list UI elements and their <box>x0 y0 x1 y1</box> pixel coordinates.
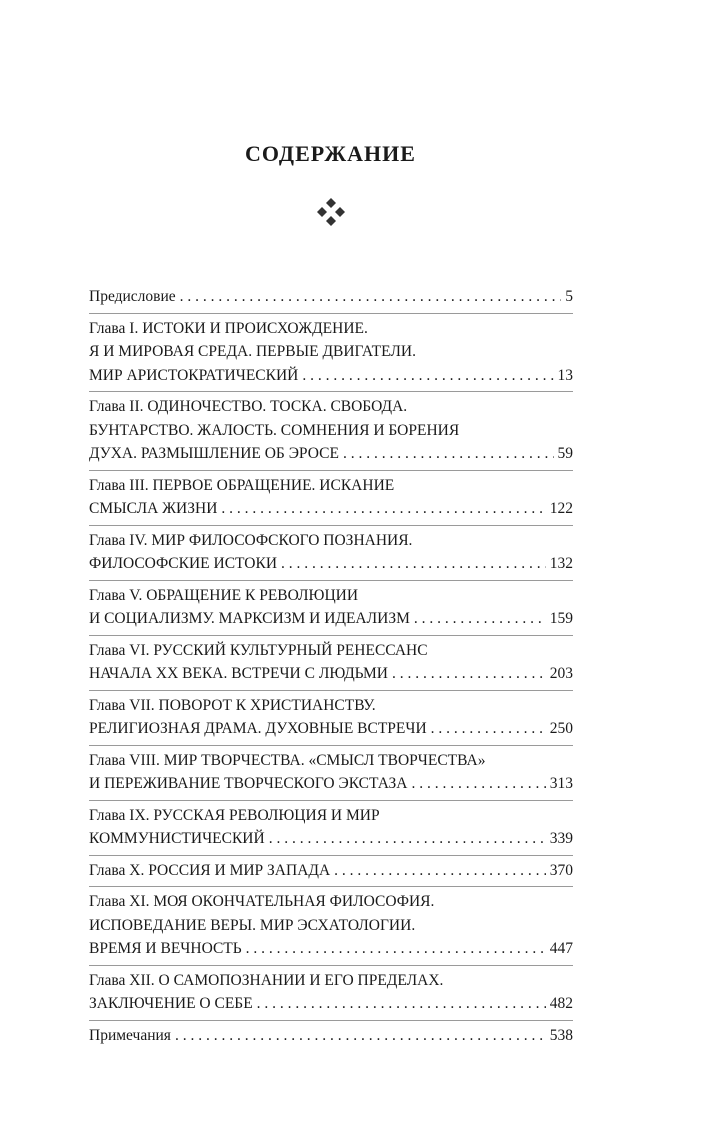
toc-page-number: 13 <box>557 366 573 384</box>
dot-leader <box>334 859 546 883</box>
toc-entry-title-line: Глава II. ОДИНОЧЕСТВО. ТОСКА. СВОБОДА. <box>89 398 408 415</box>
toc-page-number: 250 <box>549 720 573 737</box>
toc-entry-title-line: Глава IV. МИР ФИЛОСОФСКОГО ПОЗНАНИЯ. <box>89 531 413 549</box>
toc-entry[interactable] <box>89 965 573 1020</box>
fleuron-diamond-top <box>326 198 336 208</box>
toc-entry-title-line: ВРЕМЯ И ВЕЧНОСТЬ <box>89 940 242 957</box>
toc-entry-title-line: ЗАКЛЮЧЕНИЕ О СЕБЕ <box>89 995 253 1012</box>
toc-entry-last-line <box>89 497 573 521</box>
fleuron-diamond-bottom <box>326 216 336 226</box>
toc-page-number: 132 <box>549 555 573 572</box>
toc-entry-last-line <box>89 827 573 851</box>
dot-leader <box>257 992 546 1016</box>
toc-entry[interactable] <box>89 282 573 313</box>
toc-entry-title-line: Глава III. ПЕРВОЕ ОБРАЩЕНИЕ. ИСКАНИЕ <box>89 476 395 494</box>
dot-leader <box>221 497 545 521</box>
fleuron-ornament-icon <box>316 197 346 227</box>
dot-leader <box>269 827 546 851</box>
toc-entry-title-line: МИР АРИСТОКРАТИЧЕСКИЙ <box>89 366 299 384</box>
toc-entry-last-line <box>89 992 573 1016</box>
toc-entry-last-line <box>89 442 573 466</box>
dot-leader <box>180 285 562 309</box>
toc-entry-title-line: Глава IX. РУССКАЯ РЕВОЛЮЦИЯ И МИР <box>89 806 380 824</box>
toc-entry[interactable] <box>89 1020 573 1052</box>
toc-entry[interactable] <box>89 886 573 965</box>
toc-entry-title-line: ИСПОВЕДАНИЕ ВЕРЫ. МИР ЭСХАТОЛОГИИ. <box>89 916 416 934</box>
toc-entry-title-line: Глава XII. О САМОПОЗНАНИИ И ЕГО ПРЕДЕЛАХ. <box>89 971 444 989</box>
toc-page-number: 313 <box>549 775 573 792</box>
toc-entry-title-line: И СОЦИАЛИЗМУ. МАРКСИЗМ И ИДЕАЛИЗМ <box>89 610 410 627</box>
toc-entry-last-line <box>89 662 573 686</box>
toc-entry[interactable] <box>89 690 573 745</box>
toc-entry-last-line <box>89 859 573 883</box>
toc-entry-title-line: ДУХА. РАЗМЫШЛЕНИЕ ОБ ЭРОСЕ <box>89 445 339 462</box>
toc-entry-title-line: Примечания <box>89 1026 171 1044</box>
fleuron-diamond-right <box>335 207 345 217</box>
toc-page-number: 159 <box>549 610 573 627</box>
toc-entry[interactable] <box>89 800 573 855</box>
toc-entry-title-line: Предисловие <box>89 288 176 305</box>
toc-entry-title-line: Глава VII. ПОВОРОТ К ХРИСТИАНСТВУ. <box>89 696 376 714</box>
toc-entry-title-line: РЕЛИГИОЗНАЯ ДРАМА. ДУХОВНЫЕ ВСТРЕЧИ <box>89 720 427 737</box>
toc-page-number: 59 <box>557 445 573 462</box>
toc-entry-title-line: Глава XI. МОЯ ОКОНЧАТЕЛЬНАЯ ФИЛОСОФИЯ. <box>89 893 435 910</box>
toc-entry-last-line <box>89 937 573 961</box>
toc-entry-title-line: Я И МИРОВАЯ СРЕДА. ПЕРВЫЕ ДВИГАТЕЛИ. <box>89 343 416 360</box>
toc-entry-title-line: Глава VIII. МИР ТВОРЧЕСТВА. «СМЫСЛ ТВОРЧЕСТВА» <box>89 751 486 769</box>
toc-page-number: 370 <box>549 861 573 879</box>
toc-entry-last-line <box>89 772 573 796</box>
toc-entry-title-line: Глава X. РОССИЯ И МИР ЗАПАДА <box>89 861 331 879</box>
toc-page-number: 122 <box>549 500 573 517</box>
toc-entry-title-line: КОММУНИСТИЧЕСКИЙ <box>89 830 265 847</box>
toc-page-number: 447 <box>549 940 573 957</box>
toc-entry-title-line: Глава VI. РУССКИЙ КУЛЬТУРНЫЙ РЕНЕССАНС <box>89 641 428 659</box>
toc-entry[interactable] <box>89 855 573 887</box>
dot-leader <box>414 607 546 631</box>
dot-leader <box>411 772 545 796</box>
toc-entry-title-line: БУНТАРСТВО. ЖАЛОСТЬ. СОМНЕНИЯ И БОРЕНИЯ <box>89 421 460 439</box>
fleuron-diamond-left <box>317 207 327 217</box>
toc-entry-title-line: СМЫСЛА ЖИЗНИ <box>89 500 218 517</box>
toc-entry-last-line <box>89 607 573 631</box>
table-of-contents <box>89 282 573 1051</box>
toc-entry-title-line: Глава I. ИСТОКИ И ПРОИСХОЖДЕНИЕ. <box>89 319 368 337</box>
toc-entry-title-line: И ПЕРЕЖИВАНИЕ ТВОРЧЕСКОГО ЭКСТАЗА <box>89 775 408 792</box>
toc-page-number: 339 <box>549 830 573 847</box>
toc-entry[interactable] <box>89 580 573 635</box>
toc-page-number: 5 <box>565 288 573 305</box>
toc-entry-title-line: ФИЛОСОФСКИЕ ИСТОКИ <box>89 555 278 572</box>
toc-page-number: 203 <box>549 665 573 682</box>
toc-page-number: 538 <box>549 1026 573 1044</box>
dot-leader <box>343 442 554 466</box>
toc-page-number: 482 <box>549 995 573 1012</box>
toc-entry-last-line <box>89 1024 573 1048</box>
toc-entry-title-line: НАЧАЛА XX ВЕКА. ВСТРЕЧИ С ЛЮДЬМИ <box>89 665 388 682</box>
toc-entry-last-line <box>89 364 573 388</box>
toc-entry-title-line: Глава V. ОБРАЩЕНИЕ К РЕВОЛЮЦИИ <box>89 586 359 604</box>
toc-entry[interactable] <box>89 470 573 525</box>
dot-leader <box>246 937 546 961</box>
toc-entry[interactable] <box>89 525 573 580</box>
toc-entry-last-line <box>89 285 573 309</box>
dot-leader <box>431 717 546 741</box>
toc-entry[interactable] <box>89 635 573 690</box>
toc-entry[interactable] <box>89 745 573 800</box>
toc-entry[interactable] <box>89 391 573 470</box>
dot-leader <box>281 552 546 576</box>
toc-entry-last-line <box>89 552 573 576</box>
toc-entry-last-line <box>89 717 573 741</box>
dot-leader <box>175 1024 546 1048</box>
toc-entry[interactable] <box>89 313 573 392</box>
dot-leader <box>392 662 546 686</box>
dot-leader <box>302 364 553 388</box>
page-title: СОДЕРЖАНИЕ <box>245 141 416 166</box>
